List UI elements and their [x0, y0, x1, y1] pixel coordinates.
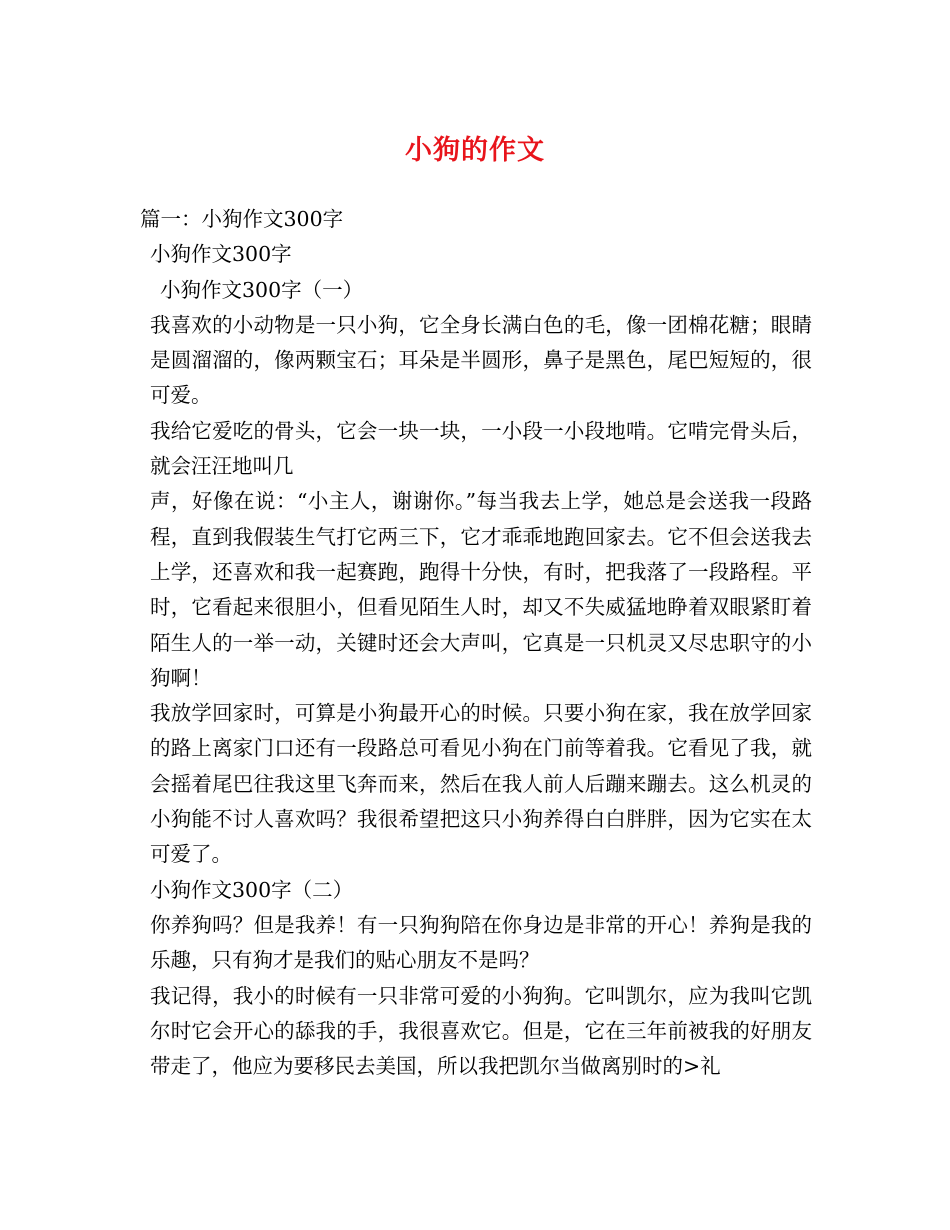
document-body — [140, 202, 812, 1084]
paragraph: 你养狗吗？但是我养！有一只狗狗陪在你身边是非常的开心！养狗是我的乐趣，只有狗才是我们的贴心朋友不是吗？ — [150, 912, 812, 973]
essay-title: 小狗作文300字 — [150, 242, 292, 267]
document-title: 小狗的作文 — [405, 135, 545, 166]
paragraph: 我给它爱吃的骨头，它会一块一块，一小段一小段地啃。它啃完骨头后，就会汪汪地叫几 — [150, 418, 812, 479]
essay-subtitle-2: 小狗作文300字（二） — [150, 877, 354, 902]
paragraph: 我放学回家时，可算是小狗最开心的时候。只要小狗在家，我在放学回家的路上离家门口还有一段路总可看见小狗在门前等着我。它看见了我，就会摇着尾巴往我这里飞奔而来，然后在我人前人后蹦来蹦去。这么机灵的小狗能不讨人喜欢吗？我很希望把这只小狗养得白白胖胖，因为它实在太可爱了。 — [150, 701, 812, 867]
paragraph: 声，好像在说：“小主人，谢谢你。”每当我去上学，她总是会送我一段路程，直到我假装生气打它两三下，它才乖乖地跑回家去。它不但会送我去上学，还喜欢和我一起赛跑，跑得十分快，有时，把我落了一段路程。平时，它看起来很胆小，但看见陌生人时，却又不失威猛地睁着双眼紧盯着陌生人的一举一动，关键时还会大声叫，它真是一只机灵又尽忠职守的小狗啊！ — [150, 489, 812, 690]
essay-subtitle-1: 小狗作文300字（一） — [160, 277, 364, 302]
paragraph: 我记得，我小的时候有一只非常可爱的小狗狗。它叫凯尔，应为我叫它凯尔时它会开心的舔我的手，我很喜欢它。但是，它在三年前被我的好朋友带走了，他应为要移民去美国，所以我把凯尔当做离别时的>礼 — [150, 983, 812, 1079]
section-heading: 篇一：小狗作文300字 — [140, 207, 344, 231]
paragraph: 我喜欢的小动物是一只小狗，它全身长满白色的毛，像一团棉花糖；眼睛是圆溜溜的，像两颗宝石；耳朵是半圆形，鼻子是黑色，尾巴短短的，很可爱。 — [150, 312, 812, 408]
